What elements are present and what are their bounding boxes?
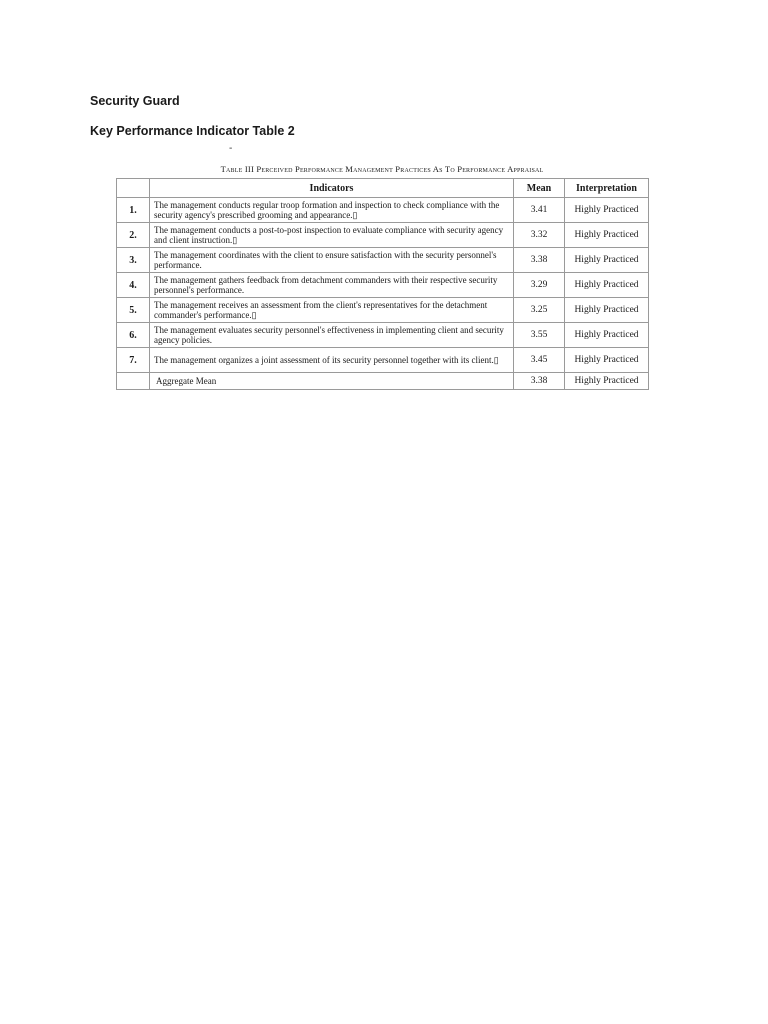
row-number: 6.	[117, 323, 150, 348]
row-number: 5.	[117, 298, 150, 323]
table-row	[117, 273, 649, 298]
header-indicators: Indicators	[150, 179, 514, 198]
row-indicator: The management organizes a joint assessment of its security personnel together with its client.▯	[150, 348, 514, 373]
row-mean: 3.32	[514, 223, 565, 248]
table-row	[117, 323, 649, 348]
row-interpretation: Highly Practiced	[565, 348, 649, 373]
row-interpretation: Highly Practiced	[565, 198, 649, 223]
table-row	[117, 198, 649, 223]
document-title: Security Guard	[90, 94, 180, 108]
aggregate-label: Aggregate Mean	[150, 373, 514, 390]
row-indicator: The management gathers feedback from detachment commanders with their respective security personnel's performance.	[150, 273, 514, 298]
row-interpretation: Highly Practiced	[565, 298, 649, 323]
table-row	[117, 348, 649, 373]
row-mean: 3.29	[514, 273, 565, 298]
row-indicator: The management coordinates with the client to ensure satisfaction with the security personnel's performance.	[150, 248, 514, 273]
row-number: 3.	[117, 248, 150, 273]
kpi-table	[116, 178, 649, 390]
row-interpretation: Highly Practiced	[565, 323, 649, 348]
row-interpretation: Highly Practiced	[565, 273, 649, 298]
aggregate-row	[117, 373, 649, 390]
table-row	[117, 298, 649, 323]
row-indicator: The management evaluates security personnel's effectiveness in implementing client and security agency policies.	[150, 323, 514, 348]
row-number: 4.	[117, 273, 150, 298]
aggregate-number	[117, 373, 150, 390]
stray-mark: -	[229, 143, 233, 154]
row-mean: 3.41	[514, 198, 565, 223]
row-mean: 3.25	[514, 298, 565, 323]
table-row	[117, 248, 649, 273]
row-number: 2.	[117, 223, 150, 248]
aggregate-mean: 3.38	[514, 373, 565, 390]
header-interpretation: Interpretation	[565, 179, 649, 198]
aggregate-interpretation: Highly Practiced	[565, 373, 649, 390]
header-number	[117, 179, 150, 198]
table-header-row	[117, 179, 649, 198]
row-indicator: The management receives an assessment from the client's representatives for the detachment commander's performance.▯	[150, 298, 514, 323]
table-row	[117, 223, 649, 248]
row-mean: 3.38	[514, 248, 565, 273]
row-indicator: The management conducts a post-to-post inspection to evaluate compliance with security agency and client instruction.▯	[150, 223, 514, 248]
row-interpretation: Highly Practiced	[565, 223, 649, 248]
row-number: 1.	[117, 198, 150, 223]
row-mean: 3.55	[514, 323, 565, 348]
document-subtitle: Key Performance Indicator Table 2	[90, 124, 295, 138]
row-indicator: The management conducts regular troop formation and inspection to check compliance with the security agency's prescribed grooming and appearance.▯	[150, 198, 514, 223]
header-mean: Mean	[514, 179, 565, 198]
table-caption: Table III Perceived Performance Management Practices As To Performance Appraisal	[220, 164, 544, 174]
row-interpretation: Highly Practiced	[565, 248, 649, 273]
row-number: 7.	[117, 348, 150, 373]
row-mean: 3.45	[514, 348, 565, 373]
